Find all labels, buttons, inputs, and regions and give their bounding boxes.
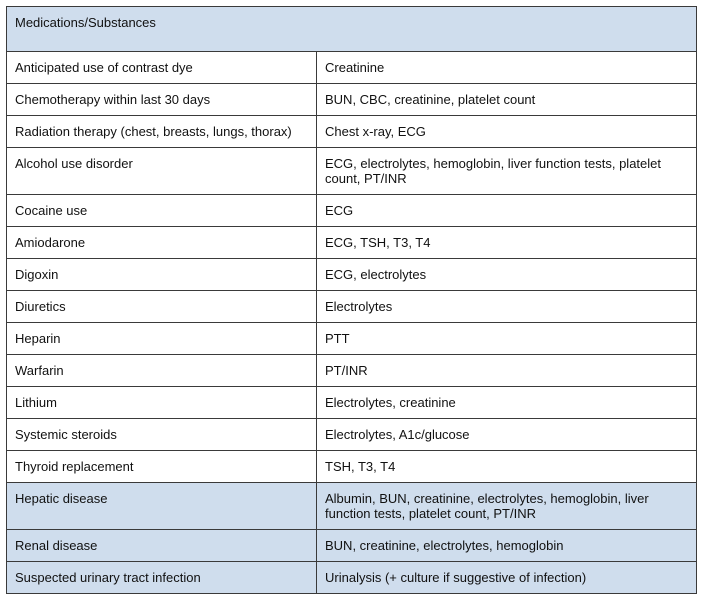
table-row bbox=[7, 451, 697, 483]
tests-cell: Albumin, BUN, creatinine, electrolytes, hemoglobin, liver function tests, platelet count, PT/INR bbox=[317, 483, 697, 530]
condition-cell: Hepatic disease bbox=[7, 483, 317, 530]
tests-cell: Urinalysis (+ culture if suggestive of infection) bbox=[317, 562, 697, 594]
tests-cell: Electrolytes, A1c/glucose bbox=[317, 419, 697, 451]
condition-cell: Thyroid replacement bbox=[7, 451, 317, 483]
tests-cell: Creatinine bbox=[317, 52, 697, 84]
condition-cell: Alcohol use disorder bbox=[7, 148, 317, 195]
tests-cell: ECG, electrolytes, hemoglobin, liver function tests, platelet count, PT/INR bbox=[317, 148, 697, 195]
condition-cell: Cocaine use bbox=[7, 195, 317, 227]
table-body bbox=[7, 7, 697, 594]
table-header-row bbox=[7, 7, 697, 52]
tests-cell: Chest x-ray, ECG bbox=[317, 116, 697, 148]
condition-cell: Amiodarone bbox=[7, 227, 317, 259]
table-row bbox=[7, 116, 697, 148]
tests-cell: ECG bbox=[317, 195, 697, 227]
table-row bbox=[7, 259, 697, 291]
condition-cell: Systemic steroids bbox=[7, 419, 317, 451]
table-row bbox=[7, 562, 697, 594]
table-row bbox=[7, 148, 697, 195]
table-row bbox=[7, 355, 697, 387]
tests-cell: BUN, creatinine, electrolytes, hemoglobin bbox=[317, 530, 697, 562]
preop-testing-table bbox=[6, 6, 697, 594]
table-row bbox=[7, 323, 697, 355]
condition-cell: Heparin bbox=[7, 323, 317, 355]
condition-cell: Chemotherapy within last 30 days bbox=[7, 84, 317, 116]
table-row bbox=[7, 387, 697, 419]
table-row bbox=[7, 195, 697, 227]
condition-cell: Suspected urinary tract infection bbox=[7, 562, 317, 594]
condition-cell: Diuretics bbox=[7, 291, 317, 323]
preop-testing-table-container bbox=[6, 6, 696, 594]
tests-cell: TSH, T3, T4 bbox=[317, 451, 697, 483]
tests-cell: ECG, electrolytes bbox=[317, 259, 697, 291]
condition-cell: Warfarin bbox=[7, 355, 317, 387]
tests-cell: PT/INR bbox=[317, 355, 697, 387]
table-row bbox=[7, 483, 697, 530]
tests-cell: BUN, CBC, creatinine, platelet count bbox=[317, 84, 697, 116]
tests-cell: Electrolytes bbox=[317, 291, 697, 323]
table-header-title: Medications/Substances bbox=[7, 7, 697, 52]
condition-cell: Anticipated use of contrast dye bbox=[7, 52, 317, 84]
condition-cell: Radiation therapy (chest, breasts, lungs, thorax) bbox=[7, 116, 317, 148]
table-row bbox=[7, 84, 697, 116]
tests-cell: PTT bbox=[317, 323, 697, 355]
table-row bbox=[7, 227, 697, 259]
condition-cell: Lithium bbox=[7, 387, 317, 419]
table-row bbox=[7, 291, 697, 323]
condition-cell: Digoxin bbox=[7, 259, 317, 291]
tests-cell: Electrolytes, creatinine bbox=[317, 387, 697, 419]
tests-cell: ECG, TSH, T3, T4 bbox=[317, 227, 697, 259]
table-row bbox=[7, 419, 697, 451]
table-row bbox=[7, 530, 697, 562]
condition-cell: Renal disease bbox=[7, 530, 317, 562]
table-row bbox=[7, 52, 697, 84]
